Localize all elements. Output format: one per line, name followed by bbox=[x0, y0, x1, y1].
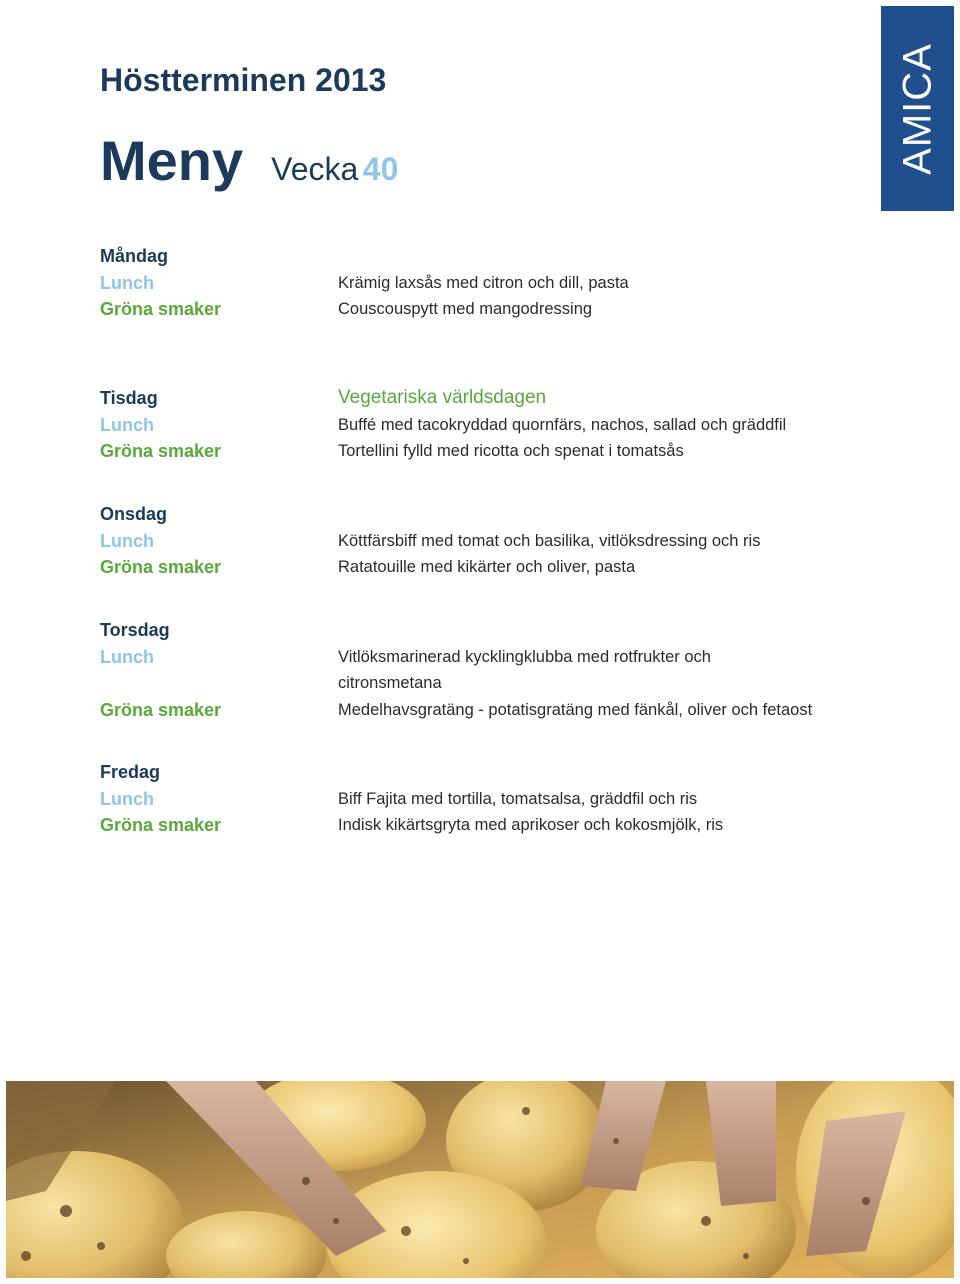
lunch-label: Lunch bbox=[100, 788, 154, 809]
green-dish: Ratatouille med kikärter och oliver, pasta bbox=[338, 558, 636, 576]
green-dish: Indisk kikärtsgryta med aprikoser och kokosmjölk, ris bbox=[338, 816, 724, 834]
green-label: Gröna smaker bbox=[100, 815, 222, 835]
lunch-label: Lunch bbox=[100, 530, 154, 551]
week-number: 40 bbox=[362, 151, 399, 187]
lunch-dish: Biff Fajita med tortilla, tomatsalsa, gräddfil och ris bbox=[338, 789, 698, 808]
term-title: Höstterminen 2013 bbox=[100, 62, 387, 98]
day-name: Torsdag bbox=[100, 620, 170, 640]
day-name: Tisdag bbox=[100, 388, 158, 408]
green-dish: Medelhavsgratäng - potatisgratäng med fänkål, oliver och fetaost bbox=[338, 700, 813, 719]
lunch-dish: Köttfärsbiff med tomat och basilika, vitlöksdressing och ris bbox=[338, 531, 761, 550]
green-label: Gröna smaker bbox=[100, 299, 222, 319]
lunch-label: Lunch bbox=[100, 414, 154, 435]
menu-heading bbox=[100, 128, 398, 193]
lunch-label: Lunch bbox=[100, 646, 154, 667]
day-thursday bbox=[100, 617, 880, 723]
green-label: Gröna smaker bbox=[100, 557, 222, 577]
day-name: Måndag bbox=[100, 246, 169, 266]
week-label: Vecka bbox=[271, 151, 359, 187]
day-tuesday bbox=[100, 385, 880, 465]
amica-logo bbox=[881, 6, 954, 211]
day-wednesday bbox=[100, 501, 880, 581]
lunch-dish: Krämig laxsås med citron och dill, pasta bbox=[338, 273, 629, 292]
brand-name: AMICA bbox=[895, 42, 939, 175]
day-name: Onsdag bbox=[100, 504, 168, 524]
theme-day-title: Vegetariska världsdagen bbox=[338, 387, 547, 408]
day-name: Fredag bbox=[100, 762, 161, 782]
green-dish: Couscouspytt med mangodressing bbox=[338, 300, 593, 318]
lunch-dish: Buffé med tacokryddad quornfärs, nachos, sallad och gräddfil bbox=[338, 415, 787, 434]
green-label: Gröna smaker bbox=[100, 441, 222, 461]
green-dish: Tortellini fylld med ricotta och spenat i tomatsås bbox=[338, 442, 684, 460]
potato-photo bbox=[6, 1081, 954, 1278]
day-monday bbox=[100, 243, 880, 323]
lunch-label: Lunch bbox=[100, 272, 154, 293]
green-label: Gröna smaker bbox=[100, 699, 222, 720]
menu-title: Meny bbox=[100, 129, 244, 192]
day-friday bbox=[100, 759, 880, 839]
lunch-dish: Vitlöksmarinerad kycklingklubba med rotfrukter och citronsmetana bbox=[338, 647, 711, 692]
